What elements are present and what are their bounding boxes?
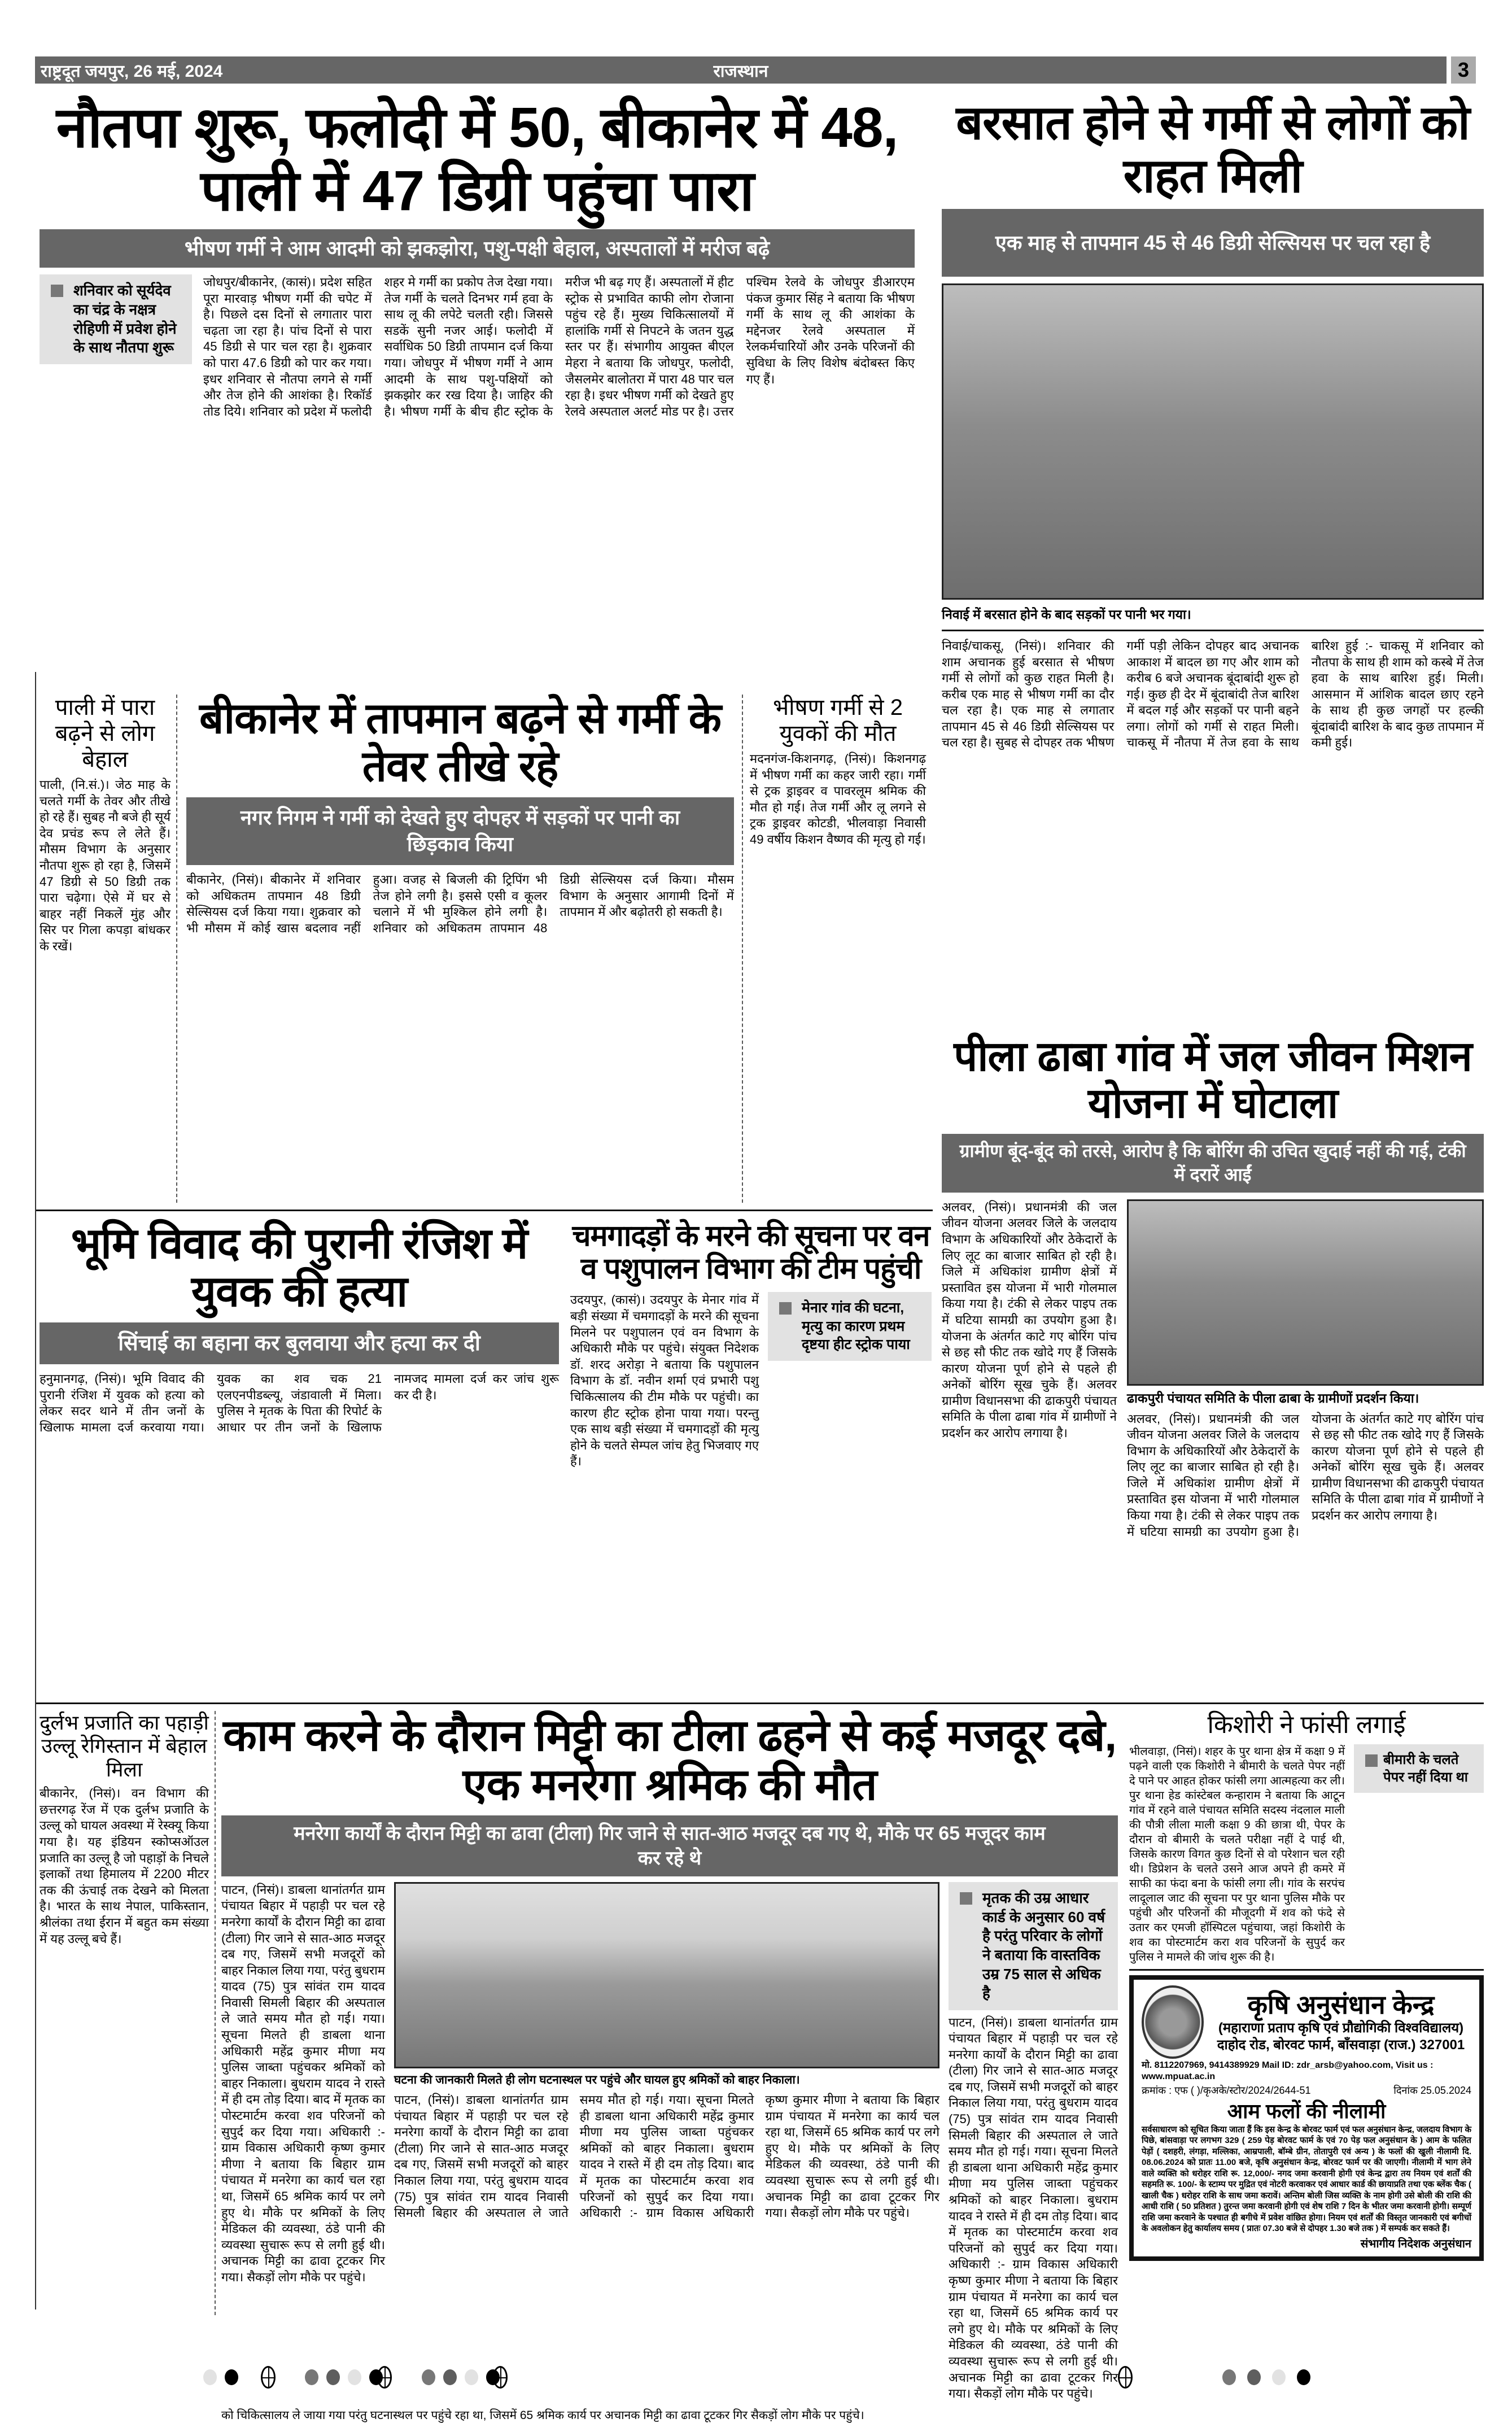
color-dot — [422, 2369, 435, 2385]
bats-pull-quote: मेनार गांव की घटना, मृत्यु का कारण प्रथम दृष्टया हीट स्ट्रोक पाया — [768, 1292, 932, 1361]
mnrega-body — [221, 1882, 385, 2286]
pila-dhaba-deck: ग्रामीण बूंद-बूंद को तरसे, आरोप है कि बोरिंग की उचित खुदाई नहीं की गई, टंकी में दरारें आईं — [942, 1134, 1484, 1193]
mnrega-body-bottom — [394, 2092, 939, 2221]
kishangarh-body-text: मदनगंज-किशनगढ़, (निसं)। किशनगढ़ में भीषण गर्मी का कहर जारी रहा। गर्मी से ट्रक ड्राइवर व पावरलूम श्रमिक की मौत हो गई। तेज गर्मी और लू लगने से ट्रक ड्राइवर कोटडी, भीलवाड़ा निवासी 49 वर्षीय किशन वैष्णव की मृत्यु हो गई। — [750, 752, 926, 846]
color-bar-center — [305, 2369, 383, 2385]
suicide-body-text: भीलवाड़ा, (निसं)। शहर के पुर थाना क्षेत्र में कक्षा 9 में पढ़ने वाली एक किशोरी ने बीमारी के चलते पेपर नहीं दे पाने पर आहत होकर फांसी लगा आत्महत्या कर ली। पुर थाना हेड कांस्टेबल कन्हाराम ने बताया कि आटून गांव में रहने वाले पंचायत समिति सदस्य नंदलाल माली की पौत्री लीला माली कक्षा 9 की छात्रा थी, पेपर के दौरान वो बीमारी के चलते परीक्षा नहीं दे पाई थी, जिसके कारण विगत कुछ दिनों से वो परेशान चल रही थी। डिप्रेशन के चलते उसने आज अपने ही कमरे में साफी का फंदा बना के फांसी लगा ली। गांव के सरपंच लादूलाल जाट की सूचना पर पुर थाना पुलिस मौके पर पहुंची और परिजनों की मौजूदगी में शव को फंदे से उतार कर एमजी हॉस्पिटल पहुंचाया, जहां किशोरी के शव का पोस्टमार्टम करा शव परिजनों के सुपुर्द कर पुलिस ने मामले की जांच शुरू की है। — [1129, 1745, 1345, 1963]
lead-body — [203, 274, 915, 420]
pali-story — [40, 695, 171, 955]
kishangarh-body — [750, 751, 926, 848]
registration-mark-icon — [261, 2366, 276, 2389]
land-dispute-deck: सिंचाई का बहाना कर बुलवाया और हत्या कर दी — [40, 1322, 559, 1364]
bikaner-body — [186, 872, 734, 936]
divider — [942, 630, 1484, 631]
color-bar-left — [203, 2369, 238, 2385]
edition-date: राष्ट्रदूत जयपुर, 26 मई, 2024 — [41, 62, 223, 81]
bikaner-body-text: बीकानेर, (निसं)। बीकानेर में शनिवार को अधिकतम तापमान 48 डिग्री सेल्सियस दर्ज किया गया। शुक्रवार को भी मौसम में कोई खास बदलाव नहीं हुआ। वजह से बिजली की ट्रिपिंग भी तेज होने लगी है। इससे एसी व कूलर चलाने में भी मुश्किल होने लगी है। शनिवार को अधिकतम तापमान 48 डिग्री सेल्सियस दर्ज किया। मौसम विभाग के अनुसार आगामी दिनों में तापमान में और बढ़ोतरी हो सकती है। — [186, 872, 734, 935]
color-dot — [1272, 2369, 1286, 2385]
protest-photo-caption: ढाकपुरी पंचायत समिति के पीला ढाबा के ग्रामीणों प्रदर्शन किया। — [1127, 1390, 1419, 1405]
ad-ref-number: क्रमांक : एफ ( )/कृअके/स्टोर/2024/2644-51 — [1142, 2085, 1311, 2097]
ad-address: दाहोद रोड, बोरवट फार्म, बाँसवाड़ा (राज.) 327001 — [1217, 2037, 1465, 2053]
pila-dhaba-body — [942, 1199, 1117, 1442]
mnrega-site-photo — [394, 1882, 939, 2068]
mnrega-photo-caption: घटना की जानकारी मिलते ही लोग घटनास्थल पर पहुंचे और घायल हुए श्रमिकों को बाहर निकाला। — [394, 2073, 800, 2086]
color-dot — [443, 2369, 457, 2385]
land-dispute-body-text: हनुमानगढ़, (निसं)। भूमि विवाद की पुरानी रंजिश में युवक को हत्या को लेकर सदर थाने में तीन जनों के खिलाफ मामला दर्ज करवाया गया। युवक का शव चक 21 एलएनपीडब्ल्यू, जंडावाली में मिला। पुलिस ने मृतक के पिता की रिपोर्ट के आधार पर तीन जनों के खिलाफ नामजद मामला दर्ज कर जांच शुरू कर दी है। — [40, 1372, 559, 1434]
pali-body-text: पाली, (नि.सं.)। जेठ माह के चलते गर्मी के तेवर और तीखे हो रहे हैं। सुबह नौ बजे ही सूर्य देव प्रचंड रूप ले लेते हैं। मौसम विभाग के अनुसार नौतपा शुरू हो रहा है, जिसमें 47 डिग्री से 50 डिग्री तक पारा चढ़ेगा। ऐसे में घर से बाहर नहीं निकलें मुंह और सिर पर गिला कपड़ा बांधकर के रखें। — [40, 778, 171, 953]
suicide-body — [1129, 1744, 1345, 1964]
pila-dhaba-body-text: अलवर, (निसं)। प्रधानमंत्री की जल जीवन योजना अलवर जिले के जलदाय विभाग के अधिकारियों और ठेकेदारों के लिए लूट का बाजार साबित हो रही है। जिले में अधिकांश ग्रामीण क्षेत्रों में प्रस्तावित इस योजना में भारी गोलमाल किया गया है। टंकी से लेकर पाइप तक में घटिया सामग्री का उपयोग हुआ है। योजना के अंतर्गत काटे गए बोरिंग पांच से छह सौ फीट तक खोदे गए हैं जिसके कारण योजना पूर्ण होने से पहले ही अनेकों बोरिंग सूख चुके हैं। अलवर ग्रामीण विधानसभा की ढाकपुरी पंचायत समिति के पीला ढाबा गांव में ग्रामीणों ने प्रदर्शन कर आरोप लगाया है। — [942, 1199, 1117, 1440]
section-divider — [35, 1210, 933, 1211]
bats-headline: चमगादड़ों के मरने की सूचना पर वन व पशुपालन विभाग की टीम पहुंची — [572, 1220, 930, 1286]
section-name: राजस्थान — [713, 62, 768, 81]
rain-body-text: निवाई/चाकसू, (निसं)। शनिवार की शाम अचानक हुई बरसात से भीषण गर्मी से लोगों को कुछ राहत मिली है। करीब एक माह से भीषण गर्मी का दौर चल रहा है। एक माह से लगातार तापमान 45 से 46 डिग्री सेल्सियस पर चल रहा है। सुबह से दोपहर तक भीषण गर्मी पड़ी लेकिन दोपहर बाद अचानक आकाश में बादल छा गए और शाम को करीब 6 बजे अचानक बूंदाबांदी शुरू हो गई। कुछ ही देर में बूंदाबांदी तेज बारिश में बदल गई और सड़कों पर पानी बहने लगा। लोगों को गर्मी से राहत मिली। चाकसू में नौतपा में तेज हवा के साथ बारिश हुई :- चाकसू में शनिवार को नौतपा के साथ ही शाम को कस्बे में तेज हवा के साथ बारिश हुई। मिली। आसमान में आंशिक बादल छाए रहने के साथ ही कुछ जगहों पर हल्की बूंदाबांदी बारिश के बाद कुछ तापमान में कमी हुई। — [942, 638, 1484, 750]
university-seal-logo — [1142, 1985, 1204, 2059]
mnrega-deck: मनरेगा कार्यों के दौरान मिट्टी का ढावा (टीला) गिर जाने से सात-आठ मजदूर दब गए थे, मौके पर 65 मजूदर काम कर रहे थे — [221, 1815, 1118, 1876]
pila-dhaba-story — [942, 1033, 1484, 1540]
mnrega-body-text: पाटन, (निसं)। डाबला थानांतर्गत ग्राम पंचायत बिहार में पहाड़ी पर चल रहे मनरेगा कार्यों के दौरान मिट्टी का ढावा (टीला) गिर जाने से सात-आठ मजदूर दब गए, जिसमें सभी मजदूरों को बाहर निकाल लिया गया, परंतु बुधराम यादव (75) पुत्र सांवंत राम यादव निवासी सिमली बिहार की अस्पताल ले जाते समय मौत हो गई। गया। सूचना मिलते ही डाबला थाना अधिकारी महेंद्र कुमार मीणा मय पुलिस जाब्ता पहुंचकर श्रमिकों को बाहर निकाला। बुधराम यादव ने रास्ते में ही दम तोड़ दिया। बाद में मृतक का पोस्टमार्टम करवा शव परिजनों को सुपुर्द कर दिया गया। अधिकारी :- ग्राम विकास अधिकारी कृष्ण कुमार मीणा ने बताया कि बिहार ग्राम पंचायत में मनरेगा का कार्य चल रहा था, जिसमें 65 श्रमिक कार्य पर लगे हुए थे। मौके पर श्रमिकों के लिए मेडिकल की व्यवस्था, ठंडे पानी की व्यवस्था सुचारू रूप से लगी हुई थी। अचानक मिट्टी का ढावा टूटकर गिर गया। सैकड़ों लोग मौके पर पहुंचे। — [221, 1882, 385, 2284]
land-dispute-story — [40, 1220, 559, 1436]
registration-mark-icon — [493, 2366, 508, 2389]
auction-advertisement — [1129, 1975, 1484, 2261]
rain-deck: एक माह से तापमान 45 से 46 डिग्री सेल्सियस पर चल रहा है — [942, 209, 1484, 277]
color-dot — [203, 2369, 217, 2385]
page-left-border — [35, 672, 36, 2310]
registration-mark-icon — [377, 2366, 392, 2389]
print-marks-strip — [34, 2366, 1485, 2394]
mnrega-body-right-text: पाटन, (निसं)। डाबला थानांतर्गत ग्राम पंचायत बिहार में पहाड़ी पर चल रहे मनरेगा कार्यों के दौरान मिट्टी का ढावा (टीला) गिर जाने से सात-आठ मजदूर दब गए, जिसमें सभी मजदूरों को बाहर निकाल लिया गया, परंतु बुधराम यादव (75) पुत्र सांवंत राम यादव निवासी सिमली बिहार की अस्पताल ले जाते समय मौत हो गई। गया। सूचना मिलते ही डाबला थाना अधिकारी महेंद्र कुमार मीणा मय पुलिस जाब्ता पहुंचकर श्रमिकों को बाहर निकाला। बुधराम यादव ने रास्ते में ही दम तोड़ दिया। बाद में मृतक का पोस्टमार्टम करवा शव परिजनों को सुपुर्द कर दिया गया। अधिकारी :- ग्राम विकास अधिकारी कृष्ण कुमार मीणा ने बताया कि बिहार ग्राम पंचायत में मनरेगा का कार्य चल रहा था, जिसमें 65 श्रमिक कार्य पर लगे हुए थे। मौके पर श्रमिकों के लिए मेडिकल की व्यवस्था, ठंडे पानी की व्यवस्था सुचारू रूप से लगी हुई थी। अचानक मिट्टी का ढावा टूटकर गिर गया। सैकड़ों लोग मौके पर पहुंचे। — [949, 2015, 1118, 2401]
mnrega-footer-line: को चिकित्सालय ले जाया गया परंतु घटनास्थल पर पहुंचे रहा था, जिसमें 65 श्रमिक कार्य पर अचानक मिट्टी का ढावा टूटकर गिर सैकड़ों लोग मौके पर पहुंचे। — [221, 2408, 864, 2422]
column-divider — [215, 1711, 216, 2315]
color-dot — [348, 2369, 361, 2385]
pila-dhaba-headline: पीला ढाबा गांव में जल जीवन मिशन योजना में घोटाला — [954, 1033, 1472, 1127]
color-dot — [1222, 2369, 1236, 2385]
pali-body — [40, 777, 171, 955]
land-dispute-headline: भूमि विवाद की पुरानी रंजिश में युवक की हत्या — [71, 1220, 528, 1316]
section-divider — [35, 1702, 1484, 1704]
color-dot — [1247, 2369, 1261, 2385]
suicide-pull-quote: बीमारी के चलते पेपर नहीं दिया था — [1354, 1744, 1484, 1793]
bikaner-headline: बीकानेर में तापमान बढ़ने से गर्मी के तेवर तीखे रहे — [199, 695, 722, 791]
bikaner-story — [186, 695, 734, 937]
bikaner-deck: नगर निगम ने गर्मी को देखते हुए दोपहर में सड़कों पर पानी का छिड़काव किया — [186, 797, 734, 865]
column-divider — [742, 695, 743, 1203]
masthead-bar — [35, 56, 1447, 84]
color-dot — [326, 2369, 340, 2385]
color-bar-far-right — [1222, 2369, 1310, 2385]
color-bar-right — [422, 2369, 500, 2385]
color-dot — [305, 2369, 318, 2385]
lead-deck: भीषण गर्मी ने आम आदमी को झकझोरा, पशु-पक्षी बेहाल, अस्पतालों में मरीज बढ़े — [40, 229, 915, 268]
lead-pull-quote: शनिवार को सूर्यदेव का चंद्र के नक्षत्र रोहिणी में प्रवेश होने के साथ नौतपा शुरू — [40, 274, 192, 364]
lead-headline: नौतपा शुरू, फलोदी में 50, बीकानेर में 48, पाली में 47 डिग्री पहुंचा पारा — [56, 96, 898, 222]
mnrega-headline: काम करने के दौरान मिट्टी का टीला ढहने से कई मजदूर दबे, एक मनरेगा श्रमिक की मौत — [222, 1710, 1117, 1810]
rain-photo — [942, 283, 1484, 600]
column-divider — [176, 695, 177, 1203]
owl-body-text: बीकानेर, (निसं)। वन विभाग की छत्तरगढ़ रेंज में एक दुर्लभ प्रजाति के उल्लू को घायल अवस्था में रेस्क्यू किया गया है। यह इंडियन स्कोप्सऑउल प्रजाति का उल्लू है जो पहाड़ों के निचले इलाकों तथा हिमालय में 2200 मीटर तक की ऊंचाई तक देखने को मिलता है। भारत के साथ नेपाल, पाकिस्तान, श्रीलंका तथा ईरान में बहुत कम संख्या में यह उल्लू बचे हैं। — [40, 1786, 209, 1946]
right-bottom-column — [1129, 1711, 1484, 2261]
ad-contact: मो. 8112207969, 9414389929 Mail ID: zdr_arsb@yahoo.com, Visit us : www.mpuat.ac.in — [1142, 2060, 1434, 2082]
color-dot — [1297, 2369, 1310, 2385]
mnrega-story — [221, 1711, 1118, 2423]
mnrega-body-right — [949, 2015, 1118, 2402]
bats-body — [570, 1292, 759, 1470]
protest-photo — [1127, 1199, 1484, 1386]
rain-headline: बरसात होने से गर्मी से लोगों को राहत मिली — [956, 96, 1470, 203]
owl-story — [40, 1711, 209, 1947]
kishangarh-headline: भीषण गर्मी से 2 युवकों की मौत — [773, 695, 903, 746]
land-dispute-body — [40, 1371, 559, 1435]
ad-date: दिनांक 25.05.2024 — [1393, 2085, 1471, 2097]
rain-story — [942, 96, 1484, 751]
ad-subtitle: (महाराणा प्रताप कृषि एवं प्रौद्योगिकी विश्वविद्यालय) — [1218, 2020, 1464, 2036]
ad-signatory: संभागीय निदेशक अनुसंधान — [1360, 2237, 1471, 2250]
ad-notice-title: आम फलों की नीलामी — [1227, 2099, 1386, 2123]
lead-story — [40, 96, 915, 420]
pila-dhaba-body-cont — [1127, 1411, 1484, 1540]
mnrega-pull-quote: मृतक की उम्र आधार कार्ड के अनुसार 60 वर्ष है परंतु परिवार के लोगों ने बताया कि वास्तविक उम्र 75 साल से अधिक है — [949, 1882, 1118, 2010]
color-dot — [465, 2369, 478, 2385]
lead-body-text: जोधपुर/बीकानेर, (कासं)। प्रदेश सहित पूरा मारवाड़ भीषण गर्मी की चपेट में है। पिछले दस दिनों से लगातार पारा चढ़ता जा रहा है। पांच दिनों से पारा 45 डिग्री से पार चल रहा है। शुक्रवार को पारा 47.6 डिग्री को पार कर गया। इधर शनिवार से नौतपा लगने से गर्मी और तेज होने की आशंका है। रिकॉर्ड तोड दिये। शनिवार को प्रदेश में फलोदी शहर मे गर्मी का प्रकोप तेज देखा गया। तेज गर्मी के चलते दिनभर गर्म हवा के साथ लू की लपेटे चलती रही। जिससे सडकें सुनी नजर आई। फलोदी में सर्वाधिक 50 डिग्री तापमान दर्ज किया गया। जोधपुर में भीषण गर्मी ने आम आदमी के साथ पशु-पक्षियों को झकझोर कर रख दिया है। जाहिर की है। भीषण गर्मी के बीच हीट स्ट्रोक के मरीज भी बढ़ गए हैं। अस्पतालों में हीट स्ट्रोक से प्रभावित काफी लोग रोजाना पहुंच रहे हैं। मुख्य चिकित्सालयों में हालांकि गर्मी से निपटने के जतन युद्ध स्तर पर हैं। संभागीय आयुक्त बीएल मेहरा ने बताया कि जोधपुर, फलोदी, जैसलमेर बालोतरा में पारा 48 पार चल रहा है। इधर भीषण गर्मी को देखते हुए रेलवे अस्पताल अलर्ट मोड पर है। उत्तर पश्चिम रेलवे के जोधपुर डीआरएम पंकज कुमार सिंह ने बताया कि भीषण गर्मी के साथ लू की आशंका के मद्देनजर रेलवे अस्पताल में रेलकर्मचारियों और उनके परिजनों की सुविधा के लिए विशेष बंदोबस्त किए गए हैं। — [203, 275, 915, 418]
mnrega-body-bottom-text: पाटन, (निसं)। डाबला थानांतर्गत ग्राम पंचायत बिहार में पहाड़ी पर चल रहे मनरेगा कार्यों के दौरान मिट्टी का ढावा (टीला) गिर जाने से सात-आठ मजदूर दब गए, जिसमें सभी मजदूरों को बाहर निकाल लिया गया, परंतु बुधराम यादव (75) पुत्र सांवंत राम यादव निवासी सिमली बिहार की अस्पताल ले जाते समय मौत हो गई। गया। सूचना मिलते ही डाबला थाना अधिकारी महेंद्र कुमार मीणा मय पुलिस जाब्ता पहुंचकर श्रमिकों को बाहर निकाला। बुधराम यादव ने रास्ते में ही दम तोड़ दिया। बाद में मृतक का पोस्टमार्टम करवा शव परिजनों को सुपुर्द कर दिया गया। अधिकारी :- ग्राम विकास अधिकारी कृष्ण कुमार मीणा ने बताया कि बिहार ग्राम पंचायत में मनरेगा का कार्य चल रहा था, जिसमें 65 श्रमिक कार्य पर लगे हुए थे। मौके पर श्रमिकों के लिए मेडिकल की व्यवस्था, ठंडे पानी की व्यवस्था सुचारू रूप से लगी हुई थी। अचानक मिट्टी का ढावा टूटकर गिर गया। सैकड़ों लोग मौके पर पहुंचे। — [394, 2092, 939, 2220]
ad-body: सर्वसाधारण को सूचित किया जाता हैं कि इस केन्द्र के बोरवट फार्म एवं फल अनुसंधान केन्द्र, जलदाय विभाग के पिछे, बांसवाड़ा पर लगभग 329 ( 259 पेड़ बोरवट फार्म के एवं 70 पेड़ फल अनुसंधान के ) आम के फलित पेड़ों ( दशहरी, लंगड़ा, मल्लिका, आम्रपाली, बॉम्बे ग्रीन, तोतापुरी एवं अन्य ) के फलों की खुली नीलामी दि. 08.06.2024 को प्रातः 11.00 बजे, कृषि अनुसंधान केन्द्र, बोरवट फार्म पर की जाएगी। नीलामी में भाग लेने वाले व्यक्ति को धरोहर राशि रू. 12,000/- नगद जमा करवानी होगी एवं केन्द्र द्वारा तय नियम एवं शर्तों की सहमति रू. 100/- के स्टाम्प पर मुद्रित एवं नोटरी करवाकर एवं आधार कार्ड की छायाप्रति तथा एक ब्लेंक चैक ( खाली चैक ) धरोहर राशि के साथ जमा करावें। अन्तिम बोली जिस व्यक्ति के नाम होगी उसे बोली की राशि की आधी राशि ( 50 प्रतिशत ) तुरन्त जमा करवानी होगी एवं शेष राशि 7 दिन के भीतर जमा करवानी होगी। सम्पूर्ण राशि जमा करवाने के पश्चात ही बगीचे में प्रवेश वांछित होगा। नियम एवं शर्तों की विस्तृत जानकारी एवं बगीचों के अवलोकन हेतु कार्यालय समय ( प्रातः 07.30 बजे से दोपहर 1.30 बजे तक ) में सम्पर्क कर सकते हैं। — [1142, 2124, 1471, 2234]
suicide-headline: किशोरी ने फांसी लगाई — [1207, 1711, 1406, 1739]
rain-photo-caption: निवाई में बरसात होने के बाद सड़कों पर पानी भर गया। — [942, 607, 1191, 622]
bats-story — [570, 1220, 932, 1470]
kishangarh-story — [750, 695, 926, 848]
color-dot — [225, 2369, 238, 2385]
bats-body-text: उदयपुर, (कासं)। उदयपुर के मेनार गांव में बड़ी संख्या में चमगादड़ों के मरने की सूचना मिलने पर पशुपालन एवं वन विभाग के अधिकारी मौके पर पहुंचे। संयुक्त निदेशक डॉ. शरद अरोड़ा ने बताया कि पशुपालन विभाग के डॉ. नवीन शर्मा एवं प्रभारी पशु चिकित्सालय की टीम मौके पर पहुंची। का कारण हीट स्ट्रोक होना पाया गया। परन्तु एक साथ बड़ी संख्या में चमगादड़ों की मृत्यु होने के चलते सेम्पल जांच हेतु भिजवाए गए हैं। — [570, 1293, 759, 1469]
registration-mark-icon — [1118, 2366, 1133, 2389]
pali-headline: पाली में पारा बढ़ने से लोग बेहाल — [55, 695, 155, 772]
divider — [1129, 1969, 1484, 1971]
pila-dhaba-body-cont-text: अलवर, (निसं)। प्रधानमंत्री की जल जीवन योजना अलवर जिले के जलदाय विभाग के अधिकारियों और ठेकेदारों के लिए लूट का बाजार साबित हो रही है। जिले में अधिकांश ग्रामीण क्षेत्रों में प्रस्तावित इस योजना में भारी गोलमाल किया गया है। टंकी से लेकर पाइप तक में घटिया सामग्री का उपयोग हुआ है। योजना के अंतर्गत काटे गए बोरिंग पांच से छह सौ फीट तक खोदे गए हैं जिसके कारण योजना पूर्ण होने से पहले ही अनेकों बोरिंग सूख चुके हैं। अलवर ग्रामीण विधानसभा की ढाकपुरी पंचायत समिति के पीला ढाबा गांव में ग्रामीणों ने प्रदर्शन कर आरोप लगाया है। — [1127, 1411, 1484, 1539]
page-number: 3 — [1451, 56, 1476, 84]
rain-body — [942, 638, 1484, 751]
owl-body — [40, 1785, 209, 1947]
ad-title: कृषि अनुसंधान केन्द्र — [1247, 1990, 1435, 2020]
owl-headline: दुर्लभ प्रजाति का पहाड़ी उल्लू रेगिस्तान में बेहाल मिला — [40, 1711, 209, 1781]
